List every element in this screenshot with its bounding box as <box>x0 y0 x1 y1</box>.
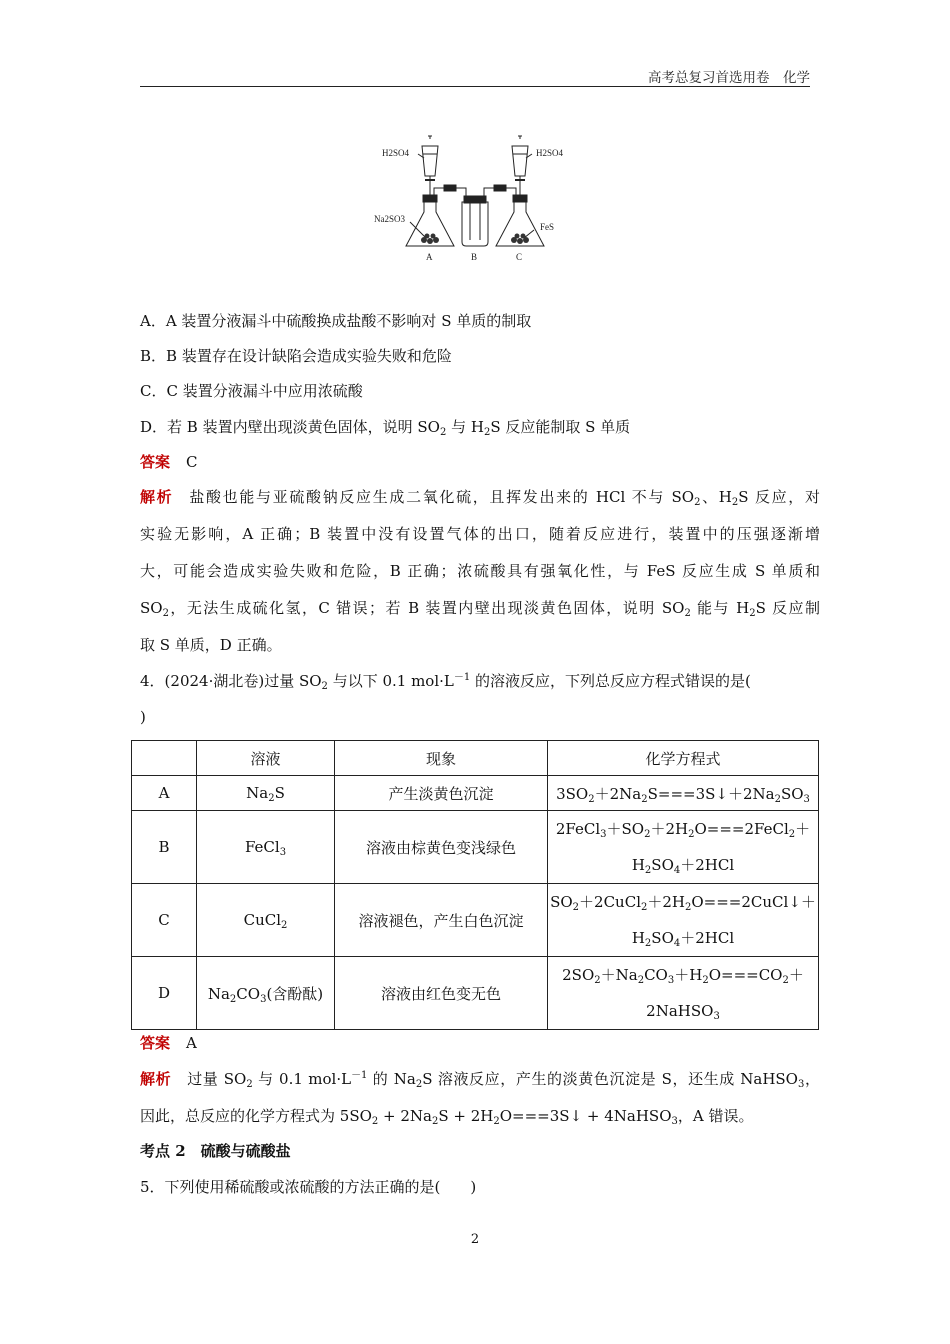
header-cell: 现象 <box>335 741 548 776</box>
row-equation: $2SO_2+Na_2CO_3+H_2O===CO_2+$ 2NaHSO$_3$ <box>548 957 819 1030</box>
answer-q4 <box>140 1033 820 1053</box>
row-label: B <box>132 811 197 884</box>
analysis-label: 解析 <box>140 1070 172 1088</box>
label-left-solid: Na2SO3 <box>374 214 405 224</box>
analysis-label: 解析 <box>140 488 174 506</box>
page-header <box>140 64 810 87</box>
analysis-q3-line3: 大，可能会造成实验失败和危险，B 正确；浓硫酸具有强氧化性，与 FeS 反应生成 S 单质和 <box>140 562 820 580</box>
row-phenomenon: 溶液由棕黄色变浅绿色 <box>335 811 548 884</box>
label-b: B <box>471 252 478 262</box>
row-label: C <box>132 884 197 957</box>
label-left-acid: H2SO4 <box>382 148 410 158</box>
table-row <box>132 776 819 811</box>
row-equation: $SO_2+2CuCl_2+2H_2O===2CuCl↓+$ $H_2SO_4+2HCl$ <box>548 884 819 957</box>
table-row <box>132 811 819 884</box>
row-label: D <box>132 957 197 1030</box>
row-phenomenon: 溶液由红色变无色 <box>335 957 548 1030</box>
label-c: C <box>516 252 523 262</box>
table-row <box>132 957 819 1030</box>
page-number: 2 <box>470 1232 480 1247</box>
answer-label: 答案 <box>140 453 171 471</box>
q4-table <box>131 740 819 1030</box>
row-phenomenon: 溶液褪色，产生白色沉淀 <box>335 884 548 957</box>
q4-stem-close: ) <box>140 708 146 726</box>
row-solution: FeCl$_3$ <box>197 811 335 884</box>
answer-label: 答案 <box>140 1034 171 1052</box>
answer-q3 <box>140 452 820 472</box>
option-d: D．若 B 装置内壁出现淡黄色固体，说明 $SO_2$ 与 $H_2S$ 反应能制取 S 单质 <box>140 418 631 438</box>
answer-value: A <box>186 1034 197 1052</box>
q5-stem: 5．下列使用稀硫酸或浓硫酸的方法正确的是( ) <box>140 1178 477 1196</box>
header-cell: 溶液 <box>197 741 335 776</box>
label-right-solid: FeS <box>540 222 555 232</box>
header-text: 高考总复习首选用卷 化学 <box>648 70 810 86</box>
option-c: C．C 装置分液漏斗中应用浓硫酸 <box>140 382 363 400</box>
analysis-q4-line1: 解析 过量 $SO_2$ 与 0.1 $mol\cdot L^{-1}$ 的 $Na_2S$ 溶液反应，产生的淡黄色沉淀是 S，还生成 NaHSO$_3$， <box>140 1070 820 1090</box>
header-cell: 化学方程式 <box>548 741 819 776</box>
answer-value: C <box>186 453 198 471</box>
q4-stem: 4．(2024·湖北卷)过量 $SO_2$ 与以下 0.1 $mol\cdot L^{-1}$ 的溶液反应，下列总反应方程式错误的是( <box>140 672 751 692</box>
option-b: B．B 装置存在设计缺陷会造成实验失败和危险 <box>140 347 452 365</box>
option-a: A．A 装置分液漏斗中硫酸换成盐酸不影响对 S 单质的制取 <box>140 312 532 330</box>
row-phenomenon: 产生淡黄色沉淀 <box>335 776 548 811</box>
row-label: A <box>132 776 197 811</box>
row-equation: $2FeCl_3+SO_2+2H_2O===2FeCl_2+$ $H_2SO_4+2HCl$ <box>548 811 819 884</box>
analysis-q4-line2: 因此，总反应的化学方程式为 $5SO_2 + 2Na_2S$ + $2H_2O===3S↓$ + 4NaHSO$_3$，A 错误。 <box>140 1107 754 1127</box>
table-header-row <box>132 741 819 776</box>
analysis-q3-line4: $SO_2$，无法生成硫化氢，C 错误；若 B 装置内壁出现淡黄色固体，说明 $SO_2$ 能与 $H_2S$ 反应制 <box>140 599 820 619</box>
row-solution: $Na_2CO_3$(含酚酞) <box>197 957 335 1030</box>
label-a: A <box>426 252 433 262</box>
row-solution: CuCl$_2$ <box>197 884 335 957</box>
table-row <box>132 884 819 957</box>
section-title: 考点 2 硫酸与硫酸盐 <box>140 1142 291 1160</box>
analysis-q3-line5: 取 S 单质，D 正确。 <box>140 636 282 654</box>
row-equation: $3SO_2+2Na_2S===3S↓+2Na_2SO_3$ <box>548 776 819 811</box>
row-solution: $Na_2S$ <box>197 776 335 811</box>
analysis-q3-line2: 实验无影响，A 正确；B 装置中没有设置气体的出口，随着反应进行，装置中的压强逐渐增 <box>140 525 820 543</box>
apparatus-figure <box>370 132 580 268</box>
label-right-acid: H2SO4 <box>536 148 564 158</box>
header-cell <box>132 741 197 776</box>
analysis-q3-line1: 解析 盐酸也能与亚硫酸钠反应生成二氧化硫，且挥发出来的 HCl 不与 $SO_2$、$H_2S$ 反应，对 <box>140 488 820 508</box>
